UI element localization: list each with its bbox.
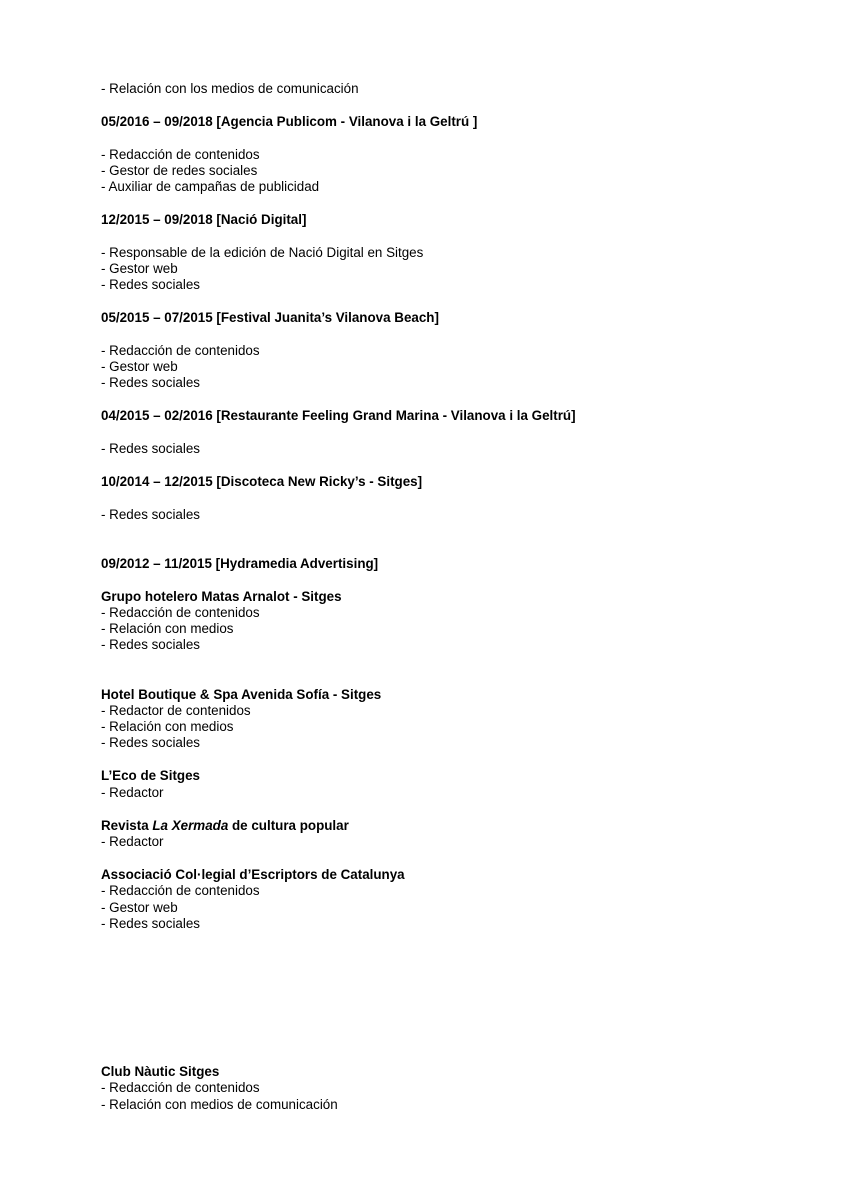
list-item: - Auxiliar de campañas de publicidad (101, 179, 320, 194)
list-item: - Redactor de contenidos (101, 703, 251, 718)
list-item: - Redes sociales (101, 277, 200, 292)
list-item: - Relación con medios de comunicación (101, 1097, 338, 1112)
list-item: - Redes sociales (101, 375, 200, 390)
job-heading: 04/2015 – 02/2016 [Restaurante Feeling Grand Marina - Vilanova i la Geltrú] (101, 408, 576, 423)
list-item: - Redes sociales (101, 916, 200, 931)
list-item: - Responsable de la edición de Nació Digital en Sitges (101, 245, 424, 260)
list-item: - Relación con los medios de comunicación (101, 81, 359, 96)
list-item: - Redactor (101, 785, 164, 800)
list-item: - Gestor web (101, 900, 178, 915)
list-item: - Redes sociales (101, 441, 200, 456)
list-item: - Redacción de contenidos (101, 883, 260, 898)
list-item: - Redacción de contenidos (101, 605, 260, 620)
list-item: - Gestor web (101, 359, 178, 374)
list-item: - Gestor de redes sociales (101, 163, 258, 178)
job-heading: 10/2014 – 12/2015 [Discoteca New Ricky’s - Sitges] (101, 474, 423, 489)
job-heading: 05/2016 – 09/2018 [Agencia Publicom - Vilanova i la Geltrú ] (101, 114, 478, 129)
list-item: - Redes sociales (101, 637, 200, 652)
client-heading: Grupo hotelero Matas Arnalot - Sitges (101, 589, 342, 604)
list-item: - Redactor (101, 834, 164, 849)
heading-prefix: Revista (101, 818, 153, 833)
list-item: - Relación con medios (101, 621, 234, 636)
heading-suffix: de cultura popular (228, 818, 349, 833)
list-item: - Redacción de contenidos (101, 147, 260, 162)
list-item: - Gestor web (101, 261, 178, 276)
job-heading: 12/2015 – 09/2018 [Nació Digital] (101, 212, 307, 227)
client-heading (101, 818, 349, 834)
list-item: - Redacción de contenidos (101, 1080, 260, 1095)
client-heading: Hotel Boutique & Spa Avenida Sofía - Sitges (101, 687, 382, 702)
list-item: - Redes sociales (101, 735, 200, 750)
list-item: - Redacción de contenidos (101, 343, 260, 358)
list-item: - Relación con medios (101, 719, 234, 734)
job-heading: 05/2015 – 07/2015 [Festival Juanita’s Vilanova Beach] (101, 310, 439, 325)
list-item: - Redes sociales (101, 507, 200, 522)
client-heading: Club Nàutic Sitges (101, 1064, 220, 1079)
magazine-title: La Xermada (152, 818, 229, 833)
client-heading: L’Eco de Sitges (101, 768, 200, 783)
job-heading: 09/2012 – 11/2015 [Hydramedia Advertising] (101, 556, 379, 571)
client-heading: Associació Col·legial d’Escriptors de Catalunya (101, 867, 405, 882)
